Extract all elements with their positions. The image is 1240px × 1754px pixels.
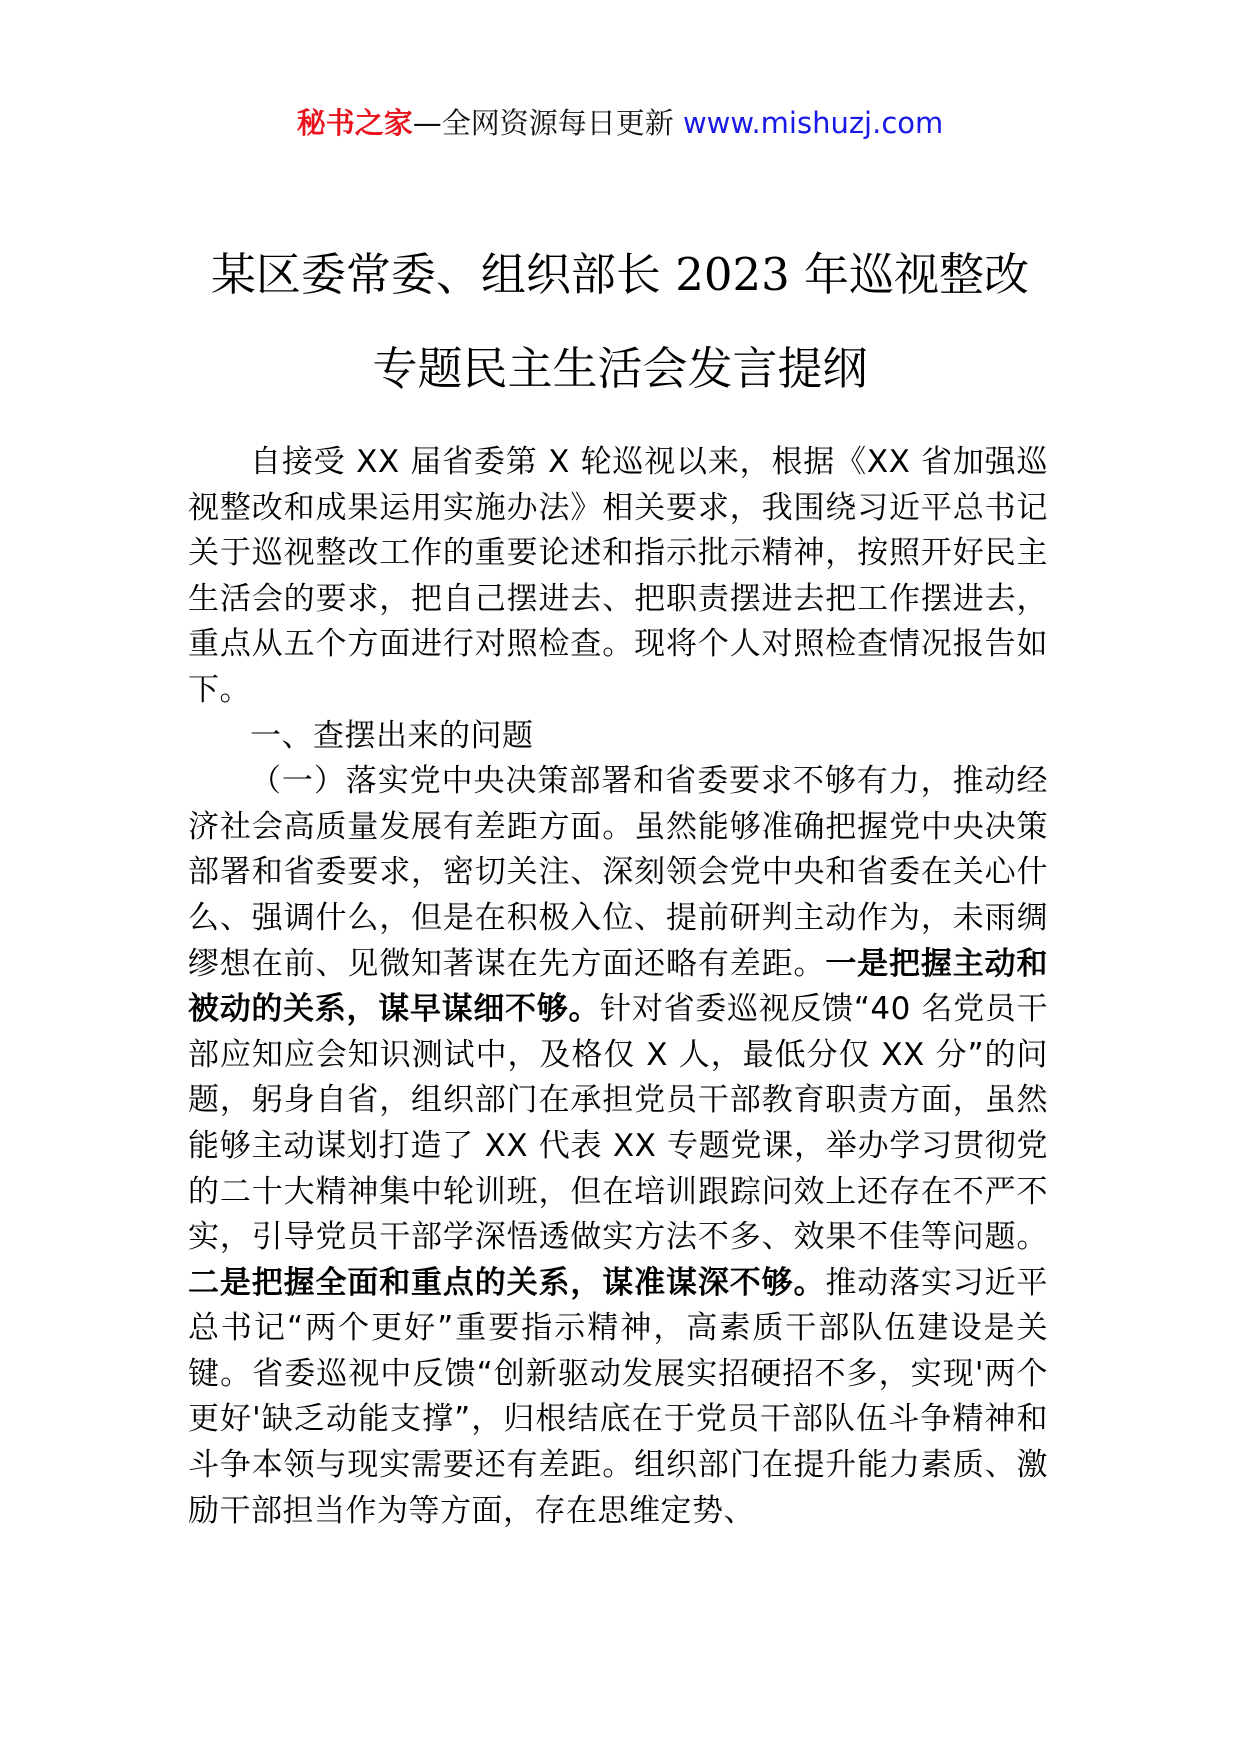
website-link[interactable]: www.mishuzj.com [682, 106, 944, 140]
page-header [0, 103, 1240, 143]
brand-name: 秘书之家 [296, 106, 413, 140]
document-title [180, 228, 1060, 416]
header-tagline: —全网资源每日更新 [412, 106, 674, 140]
issue-text-d: 推动落实习近平总书记“两个更好”重要指示精神，高素质干部队伍建设是关键。省委巡视中反馈“创新驱动发展实招硬招不多，实现'两个更好'缺乏动能支撑”，归根结底在于党员干部队伍斗争精神和斗争本领与现实需要还有差距。组织部门在提升能力素质、激励干部担当作为等方面，存在思维定势、 [188, 1264, 1049, 1529]
intro-paragraph: 自接受 XX 届省委第 X 轮巡视以来，根据《XX 省加强巡视整改和成果运用实施办法》相关要求，我围绕习近平总书记关于巡视整改工作的重要论述和指示批示精神，按照开好民主生活会的要求，把自己摆进去、把职责摆进去把工作摆进去，重点从五个方面进行对照检查。现将个人对照检查情况报告如下。 [188, 444, 1048, 708]
issue-paragraph [188, 759, 1048, 1534]
title-line-2: 专题民主生活会发言提纲 [372, 342, 868, 395]
issue-text-a: （一）落实党中央决策部署和省委要求不够有力，推动经济社会高质量发展有差距方面。虽然能够准确把握党中央决策部署和省委要求，密切关注、深刻领会党中央和省委在关心什么、强调什么，但是在积极入位、提前研判主动作为，未雨绸缪想在前、见微知著谋在先方面还略有差距。 [188, 763, 1048, 982]
section-heading: 一、查摆出来的问题 [250, 717, 534, 754]
key-point-1: 一是把握主动和被动的关系，谋早谋细不够。 [188, 945, 1049, 1028]
title-line-1: 某区委常委、组织部长 2023 年巡视整改 [210, 248, 1030, 301]
issue-text-c: 针对省委巡视反馈“40 名党员干部应知应会知识测试中，及格仅 X 人，最低分仅 XX 分”的问题，躬身自省，组织部门在承担党员干部教育职责方面，虽然能够主动谋划打造了 XX 代表 XX 专题党课，举办学习贯彻党的二十大精神集中轮训班，但在培训跟踪问效上还存在不严不实，引导党员干部学深悟透做实方法不多、效果不佳等问题。 [188, 991, 1048, 1256]
document-body [188, 440, 1048, 1534]
key-point-2: 二是把握全面和重点的关系，谋准谋深不够。 [188, 1264, 826, 1301]
